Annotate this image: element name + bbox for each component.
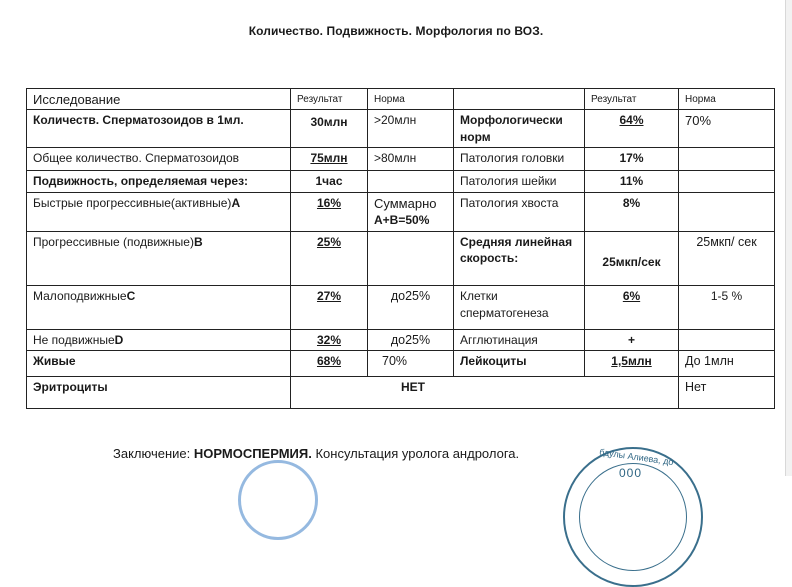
norm-line-2: A+B=50% <box>374 213 430 227</box>
row-norm <box>368 193 454 232</box>
row-label: Эритроциты <box>27 377 291 409</box>
row-right-norm <box>679 148 775 171</box>
row-right-label: Морфологически норм <box>454 110 585 148</box>
table-row <box>27 286 775 330</box>
row-right-norm <box>679 171 775 193</box>
row-right-norm <box>679 330 775 351</box>
row-label: Количеств. Сперматозоидов в 1мл. <box>27 110 291 148</box>
row-label-suffix: A <box>231 196 241 210</box>
row-label: Живые <box>27 351 291 377</box>
row-right-norm: 70% <box>679 110 775 148</box>
row-right-norm: Нет <box>679 377 775 409</box>
row-label-main: Малоподвижные <box>33 289 127 303</box>
table-row <box>27 171 775 193</box>
table-row <box>27 330 775 351</box>
row-label <box>27 330 291 351</box>
row-right-result: 17% <box>585 148 679 171</box>
table-row <box>27 377 775 409</box>
row-right-norm: 1-5 % <box>679 286 775 330</box>
row-right-result: + <box>585 330 679 351</box>
row-label-suffix: B <box>193 235 203 249</box>
row-norm <box>368 171 454 193</box>
row-norm: до25% <box>368 286 454 330</box>
row-label: Общее количество. Сперматозоидов <box>27 148 291 171</box>
stamp-partial <box>238 460 318 540</box>
row-label <box>27 232 291 286</box>
norm-line-1: Суммарно <box>374 196 437 211</box>
table-row <box>27 232 775 286</box>
table-row <box>27 351 775 377</box>
row-label-main: Не подвижные <box>33 333 115 347</box>
table-row <box>27 148 775 171</box>
row-label <box>27 193 291 232</box>
row-result: 32% <box>291 330 368 351</box>
row-right-label: Клетки сперматогенеза <box>454 286 585 330</box>
row-right-label: Агглютинация <box>454 330 585 351</box>
row-result: 16% <box>291 193 368 232</box>
row-label-main: Прогрессивные (подвижные) <box>33 235 194 249</box>
row-label-suffix: D <box>114 333 124 347</box>
row-norm <box>368 232 454 286</box>
row-right-label: Патология шейки <box>454 171 585 193</box>
row-label: Подвижность, определяемая через: <box>27 171 291 193</box>
stamp-number: 000 <box>619 466 643 480</box>
row-right-result: 8% <box>585 193 679 232</box>
merged-result: НЕТ <box>291 377 679 409</box>
conclusion-prefix: Заключение: <box>113 446 194 461</box>
row-right-label: Средняя линейная скорость: <box>454 232 585 286</box>
row-result: 1час <box>291 171 368 193</box>
header-norm-right: Норма <box>679 89 775 110</box>
row-label-main: Быстрые прогрессивные(активные) <box>33 196 232 210</box>
row-right-result: 6% <box>585 286 679 330</box>
conclusion-suffix: Консультация уролога андролога. <box>311 446 520 461</box>
row-right-norm <box>679 193 775 232</box>
page-edge <box>785 0 792 476</box>
row-right-result: 64% <box>585 110 679 148</box>
row-norm: до25% <box>368 330 454 351</box>
row-right-norm: До 1млн <box>679 351 775 377</box>
document-title: Количество. Подвижность. Морфология по ВОЗ. <box>248 24 544 38</box>
row-right-label: Патология головки <box>454 148 585 171</box>
row-label-suffix: C <box>126 289 136 303</box>
row-result: 27% <box>291 286 368 330</box>
row-right-label: Лейкоциты <box>454 351 585 377</box>
row-result: 30млн <box>291 110 368 148</box>
row-right-label: Патология хвоста <box>454 193 585 232</box>
conclusion <box>113 446 519 461</box>
row-right-result: 25мкп/сек <box>585 232 679 286</box>
header-result-left: Результат <box>291 89 368 110</box>
header-parameter-right <box>454 89 585 110</box>
table-row <box>27 193 775 232</box>
row-result: 68% <box>291 351 368 377</box>
row-result: 75млн <box>291 148 368 171</box>
row-label <box>27 286 291 330</box>
row-right-result: 11% <box>585 171 679 193</box>
row-right-result: 1,5млн <box>585 351 679 377</box>
conclusion-diagnosis: НОРМОСПЕРМИЯ. <box>193 446 312 461</box>
row-right-norm: 25мкп/ сек <box>679 232 775 286</box>
table-header-row <box>27 89 775 110</box>
row-norm: >80млн <box>368 148 454 171</box>
header-study: Исследование <box>27 89 291 110</box>
row-result: 25% <box>291 232 368 286</box>
row-norm: >20млн <box>368 110 454 148</box>
stamp-text: бдулы Алиева, до <box>598 446 675 468</box>
table-row <box>27 110 775 148</box>
stamp <box>563 447 703 587</box>
header-result-right: Результат <box>585 89 679 110</box>
header-norm-left: Норма <box>368 89 454 110</box>
results-table <box>26 88 775 409</box>
row-norm: 70% <box>368 351 454 377</box>
